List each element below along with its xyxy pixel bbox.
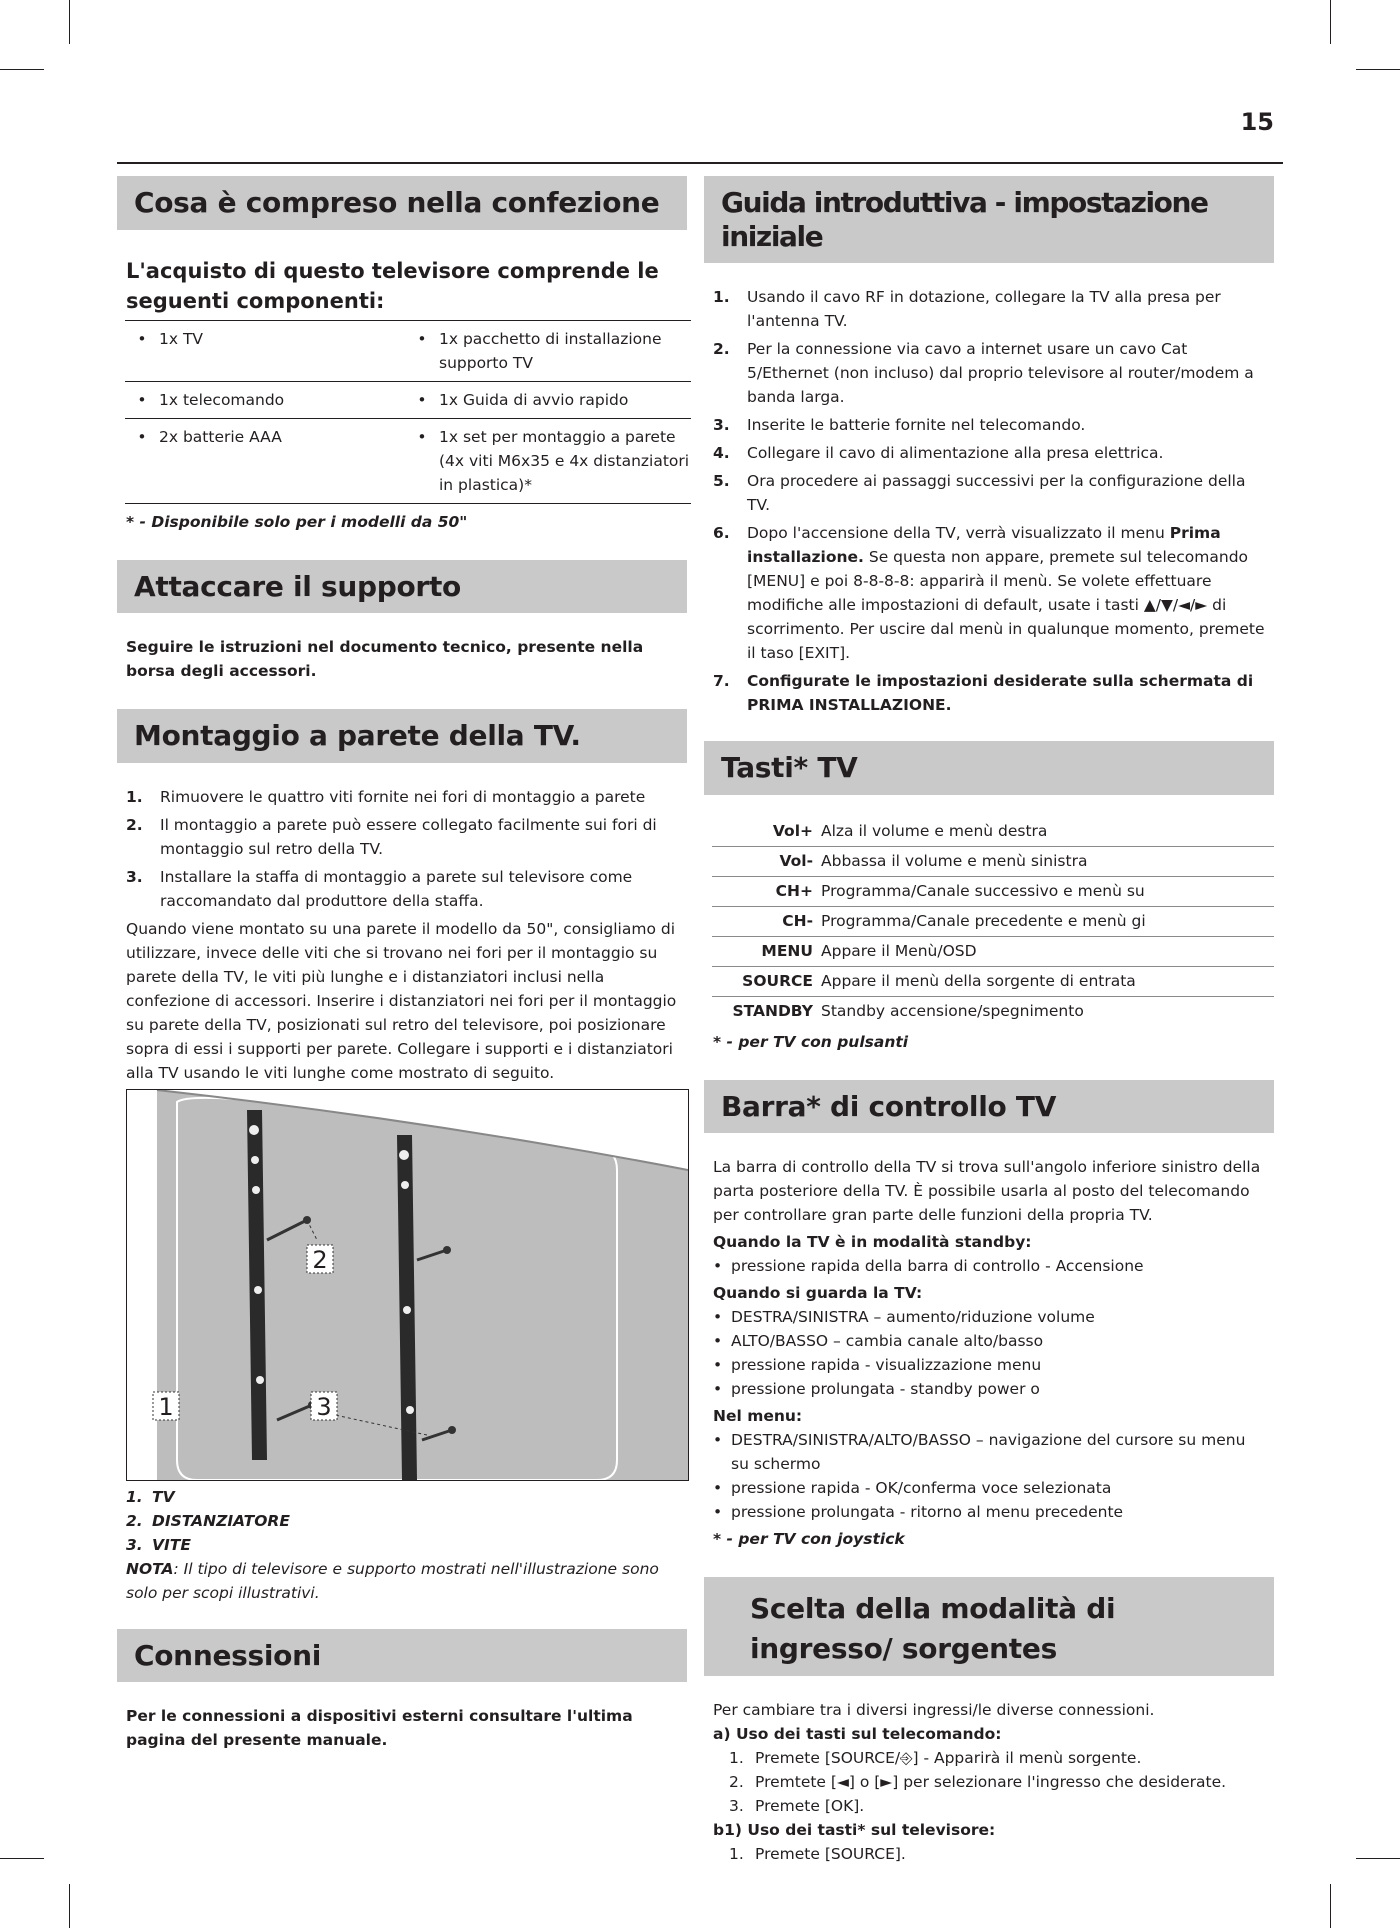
bullet: •: [137, 427, 147, 446]
control-bar-menu-list: [704, 1428, 1274, 1524]
list-item: [713, 1500, 1265, 1524]
legend-item: [126, 1509, 678, 1533]
source-remote-heading: a) Uso dei tasti sul telecomando:: [713, 1724, 1002, 1743]
bullet: •: [417, 329, 427, 348]
figure-note: [126, 1557, 678, 1605]
section-heading-package: Cosa è compreso nella confezione: [117, 176, 687, 230]
package-contents-table: [125, 320, 691, 504]
tv-key-name: Vol+: [772, 821, 813, 840]
crop-mark: [1330, 1884, 1331, 1928]
wall-mount-illustration: [126, 1089, 689, 1481]
step-text: Ora procedere ai passaggi successivi per la configurazione della TV.: [747, 472, 1246, 515]
list-item-text: ALTO/BASSO – cambia canale alto/basso: [731, 1332, 1044, 1351]
setup-step: [713, 285, 1265, 333]
setup-steps-continued: [704, 521, 1274, 717]
crop-mark: [69, 1884, 70, 1928]
step-number: 4.: [713, 444, 730, 463]
tv-keys-table: [712, 817, 1274, 1026]
step-number: 5.: [713, 472, 730, 491]
step-text: Collegare il cavo di alimentazione alla presa elettrica.: [747, 444, 1164, 463]
step-text: Usando il cavo RF in dotazione, collegare la TV alla presa per l'antenna TV.: [747, 288, 1221, 331]
tv-key-description: Programma/Canale precedente e menù gi: [821, 911, 1146, 930]
tv-key-name: CH+: [775, 881, 813, 900]
step-text: Premtete [◄] o [►] per selezionare l'ingresso che desiderate.: [755, 1772, 1227, 1791]
list-item: [713, 1428, 1265, 1476]
list-item: [713, 1254, 1265, 1278]
list-item: [713, 1377, 1265, 1401]
section-heading-control-bar: Barra* di controllo TV: [704, 1080, 1274, 1134]
step-number: 2.: [729, 1772, 744, 1791]
section-heading-connections: Connessioni: [117, 1629, 687, 1683]
tv-key-row: [712, 966, 1274, 996]
bullet: •: [417, 390, 427, 409]
setup-step: 6. Dopo l'accensione della TV, verrà visualizzato il menu Prima installazione. Se questa non appare, premete sul telecomando [MENU] e poi 8-8-8-8: apparirà il menù. Se volete effettuare modifiche alle impostazioni di default, usate i tasti ▲/▼/◄/► di scorrimento. Per uscire dal menù in qualunque momento, premete il taso [EXIT].: [713, 524, 1265, 663]
bullet: •: [713, 1479, 723, 1498]
package-note: * - Disponibile solo per i modelli da 50": [126, 512, 468, 531]
step-text: Per la connessione via cavo a internet usare un cavo Cat 5/Ethernet (non incluso) dal proprio televisore al router/modem a banda larga.: [747, 340, 1254, 407]
section-heading-keys: Tasti* TV: [704, 741, 1274, 795]
setup-step: 7. Configurate le impostazioni desiderate sulla schermata di PRIMA INSTALLAZIONE.: [713, 672, 1254, 715]
list-item-text: pressione prolungata - ritorno al menu precedente: [731, 1503, 1124, 1522]
step-number: 2.: [713, 340, 730, 359]
tv-key-row: [712, 906, 1274, 936]
figure-note-text: : Il tipo di televisore e supporto mostrati nell'illustrazione sono solo per scopi illustrativi.: [126, 1559, 659, 1602]
header-rule: [117, 162, 1283, 164]
wall-mount-steps: [117, 785, 687, 913]
tv-key-name: STANDBY: [732, 1001, 813, 1020]
tv-key-name: CH-: [782, 911, 813, 930]
crop-mark: [69, 0, 70, 44]
bullet: •: [713, 1356, 723, 1375]
setup-step: [713, 469, 1265, 517]
package-row: [125, 320, 691, 381]
package-item: 1x telecomando: [159, 390, 285, 409]
tv-key-description: Alza il volume e menù destra: [821, 821, 1048, 840]
callout-1: 1: [158, 1392, 174, 1421]
bullet: •: [713, 1503, 723, 1522]
step-number: 1.: [729, 1748, 744, 1767]
source-tv-heading: b1) Uso dei tasti* sul televisore:: [713, 1820, 996, 1839]
control-bar-menu-heading: Nel menu:: [713, 1407, 803, 1426]
crop-mark: [1356, 69, 1400, 70]
tv-key-description: Programma/Canale successivo e menù su: [821, 881, 1145, 900]
control-bar-standby-list: [704, 1254, 1274, 1278]
list-item-text: pressione prolungata - standby power o: [731, 1380, 1040, 1399]
section-heading-setup: Guida introduttiva - impostazione iniziale: [704, 176, 1274, 263]
setup-step: [713, 337, 1265, 409]
control-bar-note: * - per TV con joystick: [713, 1530, 905, 1549]
source-remote-step: [729, 1746, 1274, 1770]
list-item-text: pressione rapida - OK/conferma voce selezionata: [731, 1479, 1112, 1498]
control-bar-watch-list: [704, 1305, 1274, 1401]
right-column: [704, 176, 1274, 1866]
step-text: Premete [SOURCE].: [755, 1844, 906, 1863]
bullet: •: [137, 329, 147, 348]
package-item: 1x pacchetto di installazione supporto TV: [439, 329, 662, 372]
keys-note: * - per TV con pulsanti: [713, 1032, 909, 1051]
list-item: [713, 1476, 1265, 1500]
crop-mark: [1330, 0, 1331, 44]
tv-bracket-drawing: [127, 1090, 688, 1480]
wall-mount-step: [126, 865, 678, 913]
wall-mount-step: [126, 785, 678, 809]
bullet: •: [713, 1380, 723, 1399]
crop-mark: [0, 69, 44, 70]
tv-key-row: [712, 876, 1274, 906]
list-item: [713, 1329, 1265, 1353]
legend-label: TV: [152, 1487, 175, 1506]
control-bar-standby-heading: Quando la TV è in modalità standby:: [713, 1233, 1032, 1252]
tv-key-row: [712, 846, 1274, 876]
figure-legend: [117, 1481, 687, 1605]
connections-text: Per le connessioni a dispositivi esterni consultare l'ultima pagina del presente manuale.: [126, 1707, 633, 1750]
tv-key-name: MENU: [761, 941, 813, 960]
legend-number: 1.: [126, 1487, 143, 1506]
list-item-text: DESTRA/SINISTRA/ALTO/BASSO – navigazione del cursore su menu su schermo: [731, 1431, 1246, 1474]
legend-item: [126, 1485, 678, 1509]
package-item: 1x Guida di avvio rapido: [439, 390, 629, 409]
bullet: •: [713, 1308, 723, 1327]
step-text: Installare la staffa di montaggio a parete sul televisore come raccomandato dal produttore della staffa.: [160, 867, 633, 910]
tv-key-description: Appare il Menù/OSD: [821, 941, 977, 960]
source-remote-step: [729, 1794, 1274, 1818]
setup-step: [713, 413, 1265, 437]
legend-number: 2.: [126, 1511, 143, 1530]
package-item: 1x set per montaggio a parete (4x viti M6x35 e 4x distanziatori in plastica)*: [439, 427, 690, 494]
source-remote-step: [729, 1770, 1274, 1794]
package-row: [125, 418, 691, 503]
control-bar-intro: La barra di controllo della TV si trova sull'angolo inferiore sinistro della parta posteriore della TV. È possibile usarla al posto del telecomando per controllare gran parte delle funzioni della propria TV.: [713, 1158, 1261, 1225]
source-tv-steps: [704, 1842, 1274, 1866]
step-number: 2.: [126, 815, 143, 834]
list-item: [713, 1305, 1265, 1329]
setup-step: [713, 441, 1265, 465]
tv-key-name: Vol-: [779, 851, 813, 870]
tv-key-row: [712, 996, 1274, 1026]
figure-note-label: NOTA: [126, 1559, 174, 1578]
step-number: 1.: [713, 288, 730, 307]
tv-key-name: SOURCE: [742, 971, 813, 990]
tv-key-description: Abbassa il volume e menù sinistra: [821, 851, 1088, 870]
bullet: •: [137, 390, 147, 409]
step-text: Inserite le batterie fornite nel telecomando.: [747, 416, 1086, 435]
list-item: [713, 1353, 1265, 1377]
bullet: •: [417, 427, 427, 446]
package-item: 2x batterie AAA: [159, 427, 282, 446]
stand-text: Seguire le istruzioni nel documento tecnico, presente nella borsa degli accessori.: [126, 638, 644, 681]
bullet: •: [713, 1431, 723, 1450]
source-intro: Per cambiare tra i diversi ingressi/le diverse connessioni.: [713, 1700, 1155, 1719]
step-number: 3.: [713, 416, 730, 435]
page-number: 15: [1240, 108, 1274, 136]
crop-mark: [1356, 1858, 1400, 1859]
tv-key-description: Standby accensione/spegnimento: [821, 1001, 1084, 1020]
control-bar-watch-heading: Quando si guarda la TV:: [713, 1284, 923, 1303]
step-number: 1.: [126, 787, 143, 806]
wall-mount-step: [126, 813, 678, 861]
setup-steps: [704, 285, 1274, 517]
package-row: [125, 381, 691, 418]
wall-mount-paragraph: Quando viene montato su una parete il modello da 50", consigliamo di utilizzare, invece delle viti che si trovano nei fori per il montaggio su parete della TV, le viti più lunghe e i distanziatori inclusi nella confezione di accessori. Inserire i distanziatori nei fori per il montaggio su parete della TV, posizionati sul retro del televisore, poi posizionare sopra di essi i supporti per parete. Collegare i supporti e i distanziatori alla TV usando le viti lunghe come mostrato di seguito.: [126, 919, 677, 1082]
source-remote-steps: [704, 1746, 1274, 1818]
legend-number: 3.: [126, 1535, 143, 1554]
step-text: Premete [SOURCE/⎆] - Apparirà il menù sorgente.: [755, 1748, 1142, 1767]
package-subtitle: L'acquisto di questo televisore comprende le seguenti componenti:: [126, 258, 659, 313]
step-number: 3.: [126, 867, 143, 886]
callout-3: 3: [316, 1392, 332, 1421]
step-text: Premete [OK].: [755, 1796, 865, 1815]
tv-key-description: Appare il menù della sorgente di entrata: [821, 971, 1136, 990]
step-number: 3.: [729, 1796, 744, 1815]
step-number: 1.: [729, 1844, 744, 1863]
legend-label: VITE: [152, 1535, 191, 1554]
section-heading-stand: Attaccare il supporto: [117, 560, 687, 614]
section-heading-wall-mount: Montaggio a parete della TV.: [117, 709, 687, 763]
list-item-text: pressione rapida della barra di controllo - Accensione: [731, 1257, 1144, 1276]
list-item-text: DESTRA/SINISTRA – aumento/riduzione volume: [731, 1308, 1095, 1327]
tv-key-row: [712, 817, 1274, 847]
bullet: •: [713, 1332, 723, 1351]
list-item-text: pressione rapida - visualizzazione menu: [731, 1356, 1042, 1375]
step-text: Il montaggio a parete può essere collegato facilmente sui fori di montaggio sul retro della TV.: [160, 815, 657, 858]
legend-item: [126, 1533, 678, 1557]
callout-2: 2: [312, 1245, 328, 1274]
step-text: Rimuovere le quattro viti fornite nei fori di montaggio a parete: [160, 787, 646, 806]
left-column: [117, 176, 690, 1752]
package-item: 1x TV: [159, 329, 204, 348]
crop-mark: [0, 1858, 44, 1859]
legend-label: DISTANZIATORE: [152, 1511, 290, 1530]
tv-key-row: [712, 936, 1274, 966]
source-tv-step: [729, 1842, 1274, 1866]
bullet: •: [713, 1257, 723, 1276]
section-heading-source: Scelta della modalità di ingresso/ sorgentes: [704, 1577, 1274, 1675]
